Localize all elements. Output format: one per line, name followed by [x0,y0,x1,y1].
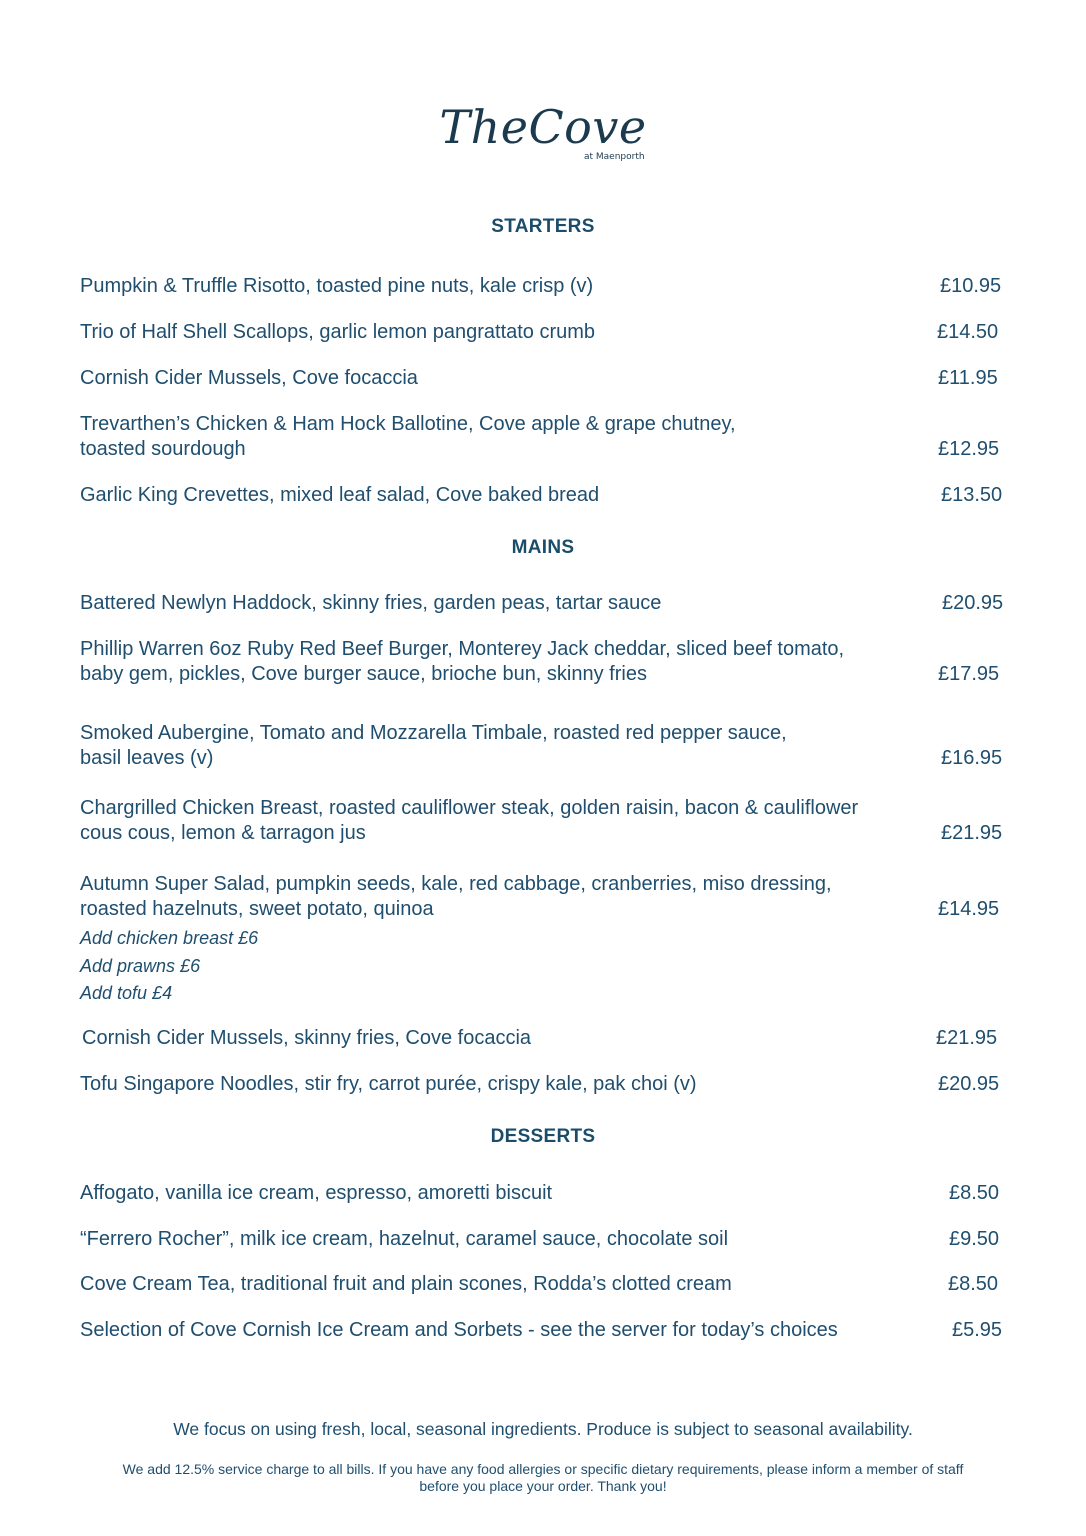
menu-item-price: £14.50 [937,321,999,343]
footer-service-line2: before you place your order. Thank you! [419,1478,667,1494]
menu-item-price: £16.95 [941,747,1003,769]
section-heading-desserts: DESSERTS [490,1126,596,1147]
menu-item-desc: Trio of Half Shell Scallops, garlic lemon pangrattato crumb [80,321,596,343]
menu-item-desc-line1: Trevarthen’s Chicken & Ham Hock Ballotine, Cove apple & grape chutney, [80,413,736,435]
menu-item-desc-line2: toasted sourdough [80,438,246,460]
menu-item-desc: Cornish Cider Mussels, skinny fries, Cove focaccia [82,1027,532,1049]
menu-item-price: £20.95 [942,592,1004,614]
menu-item-price: £11.95 [938,367,998,389]
menu-item-price: £10.95 [940,275,1002,297]
menu-item-price: £8.50 [949,1182,1000,1204]
menu-item-price: £9.50 [949,1228,1000,1250]
logo-wordmark: TheCove [439,100,647,154]
menu-item-desc: Tofu Singapore Noodles, stir fry, carrot purée, crispy kale, pak choi (v) [80,1073,697,1095]
menu-addon: Add chicken breast £6 [80,928,259,948]
menu-item-desc-line2: basil leaves (v) [80,747,214,769]
menu-item-desc: Affogato, vanilla ice cream, espresso, amoretti biscuit [80,1182,553,1204]
menu-item-desc: Pumpkin & Truffle Risotto, toasted pine nuts, kale crisp (v) [80,275,594,297]
menu-item-desc-line2: cous cous, lemon & tarragon jus [80,822,366,844]
menu-item-price: £12.95 [938,438,1000,460]
menu-addon: Add prawns £6 [80,956,201,976]
section-heading-starters: STARTERS [491,216,595,237]
menu-item-price: £17.95 [938,663,1000,685]
menu-item-desc-line1: Smoked Aubergine, Tomato and Mozzarella Timbale, roasted red pepper sauce, [80,722,787,744]
menu-item-price: £21.95 [936,1027,998,1049]
menu-item-price: £13.50 [941,484,1003,506]
menu-item-price: £21.95 [941,822,1003,844]
menu-item-price: £14.95 [938,898,1000,920]
footer-note: We focus on using fresh, local, seasonal ingredients. Produce is subject to seasonal availability. [173,1419,913,1439]
footer-service-line1: We add 12.5% service charge to all bills. If you have any food allergies or specific dietary requirements, please inform a member of staff [122,1461,964,1477]
menu-item-price: £8.50 [948,1273,999,1295]
menu-item-desc-line2: roasted hazelnuts, sweet potato, quinoa [80,898,434,920]
menu-item-desc: Cove Cream Tea, traditional fruit and plain scones, Rodda’s clotted cream [80,1273,732,1295]
logo-subtitle: at Maenporth [584,152,645,162]
menu-item-desc-line1: Phillip Warren 6oz Ruby Red Beef Burger, Monterey Jack cheddar, sliced beef tomato, [80,638,845,660]
menu-item-desc-line1: Chargrilled Chicken Breast, roasted cauliflower steak, golden raisin, bacon & cauliflower [80,797,859,819]
menu-item-desc: Battered Newlyn Haddock, skinny fries, garden peas, tartar sauce [80,592,662,614]
menu-item-desc-line2: baby gem, pickles, Cove burger sauce, brioche bun, skinny fries [80,663,647,685]
logo [0,100,1086,154]
section-heading-mains: MAINS [511,537,575,558]
menu-item-desc: Selection of Cove Cornish Ice Cream and Sorbets - see the server for today’s choices [80,1319,838,1341]
menu-item-price: £20.95 [938,1073,1000,1095]
menu-item-desc: Garlic King Crevettes, mixed leaf salad, Cove baked bread [80,484,600,506]
menu-item-desc: Cornish Cider Mussels, Cove focaccia [80,367,418,389]
menu-item-desc-line1: Autumn Super Salad, pumpkin seeds, kale, red cabbage, cranberries, miso dressing, [80,873,832,895]
menu-addon: Add tofu £4 [80,983,173,1003]
menu-item-desc: “Ferrero Rocher”, milk ice cream, hazelnut, caramel sauce, chocolate soil [80,1228,729,1250]
menu-item-price: £5.95 [952,1319,1003,1341]
